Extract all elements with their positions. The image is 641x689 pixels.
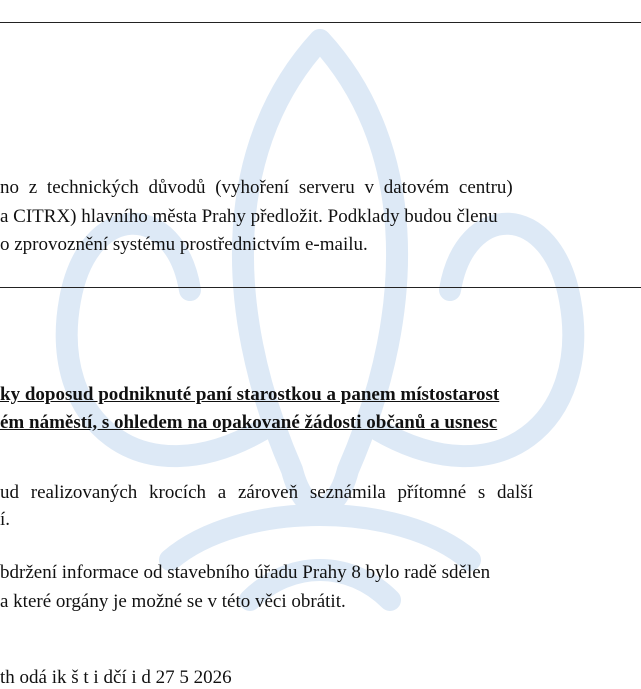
paragraph-line-cut-off: th odá ik š t i dčí i d 27 5 2026	[0, 667, 232, 688]
paragraph-line: bdržení informace od stavebního úřadu Prahy 8 bylo radě sdělen	[0, 562, 491, 583]
paragraph-line: a které orgány je možné se v této věci obrátit.	[0, 591, 346, 612]
paragraph-line: í.	[0, 509, 11, 530]
paragraph-line: a CITRX) hlavního města Prahy předložit. Podklady budou členu	[0, 206, 498, 227]
paragraph-line: o zprovoznění systému prostřednictvím e-mailu.	[0, 234, 368, 255]
section-heading-line: ky doposud podniknuté paní starostkou a panem místostarost	[0, 384, 500, 405]
section-divider-middle	[0, 287, 641, 288]
section-divider-top	[0, 22, 641, 23]
paragraph-line: no z technických důvodů (vyhoření serveru v datovém centru)	[0, 177, 513, 198]
paragraph-line: ud realizovaných krocích a zároveň seznámila přítomné s další	[0, 482, 533, 503]
section-heading-line: ém náměstí, s ohledem na opakované žádosti občanů a usnesc	[0, 412, 498, 433]
